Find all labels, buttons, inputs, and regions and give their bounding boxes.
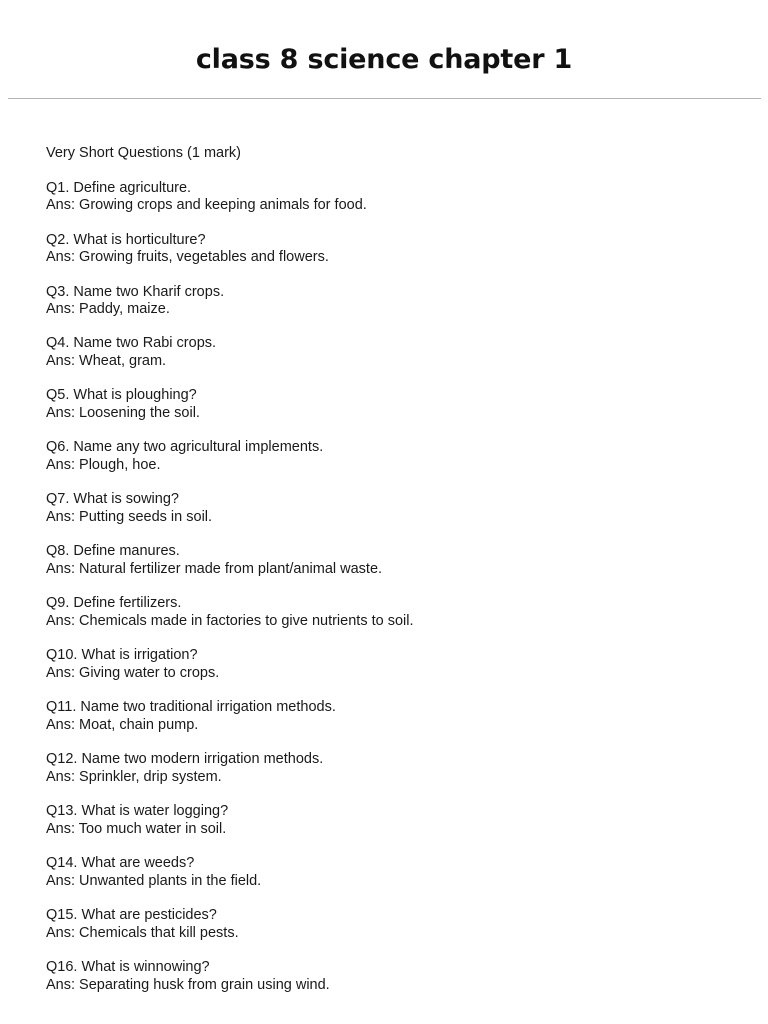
answer-text: Ans: Plough, hoe. (46, 456, 161, 473)
qa-item (46, 543, 746, 578)
question-text: Q1. Define agriculture. (46, 179, 192, 196)
qa-item (46, 647, 746, 682)
answer-text: Ans: Chemicals made in factories to give nutrients to soil. (46, 612, 414, 629)
answer-text: Ans: Unwanted plants in the field. (46, 872, 262, 889)
question-text: Q6. Name any two agricultural implements. (46, 439, 324, 456)
question-text: Q8. Define manures. (46, 543, 180, 560)
qa-item (46, 387, 746, 422)
answer-text: Ans: Too much water in soil. (46, 820, 227, 837)
question-text: Q14. What are weeds? (46, 855, 195, 872)
qa-item (46, 335, 746, 370)
qa-item (46, 907, 746, 942)
question-text: Q3. Name two Kharif crops. (46, 283, 225, 300)
qa-item (46, 855, 746, 890)
qa-item (46, 232, 746, 267)
answer-text: Ans: Wheat, gram. (46, 352, 167, 369)
question-text: Q5. What is ploughing? (46, 387, 197, 404)
qa-item (46, 751, 746, 786)
qa-item (46, 284, 746, 319)
qa-item (46, 595, 746, 630)
answer-text: Ans: Loosening the soil. (46, 404, 200, 421)
question-text: Q15. What are pesticides? (46, 907, 217, 924)
answer-text: Ans: Paddy, maize. (46, 300, 170, 317)
answer-text: Ans: Giving water to crops. (46, 664, 220, 681)
answer-text: Ans: Separating husk from grain using wind. (46, 976, 330, 993)
question-text: Q7. What is sowing? (46, 491, 179, 508)
answer-text: Ans: Putting seeds in soil. (46, 508, 213, 525)
question-text: Q4. Name two Rabi crops. (46, 335, 217, 352)
qa-item (46, 439, 746, 474)
question-text: Q9. Define fertilizers. (46, 595, 182, 612)
answer-text: Ans: Chemicals that kill pests. (46, 924, 239, 941)
page-title: class 8 science chapter 1 (195, 44, 573, 75)
answer-text: Ans: Growing crops and keeping animals for food. (46, 196, 367, 213)
qa-item (46, 491, 746, 526)
question-text: Q13. What is water logging? (46, 803, 229, 820)
document-body (46, 145, 746, 1011)
question-text: Q12. Name two modern irrigation methods. (46, 751, 324, 768)
question-text: Q11. Name two traditional irrigation methods. (46, 699, 336, 716)
answer-text: Ans: Natural fertilizer made from plant/animal waste. (46, 560, 383, 577)
title-divider (8, 98, 761, 99)
answer-text: Ans: Growing fruits, vegetables and flowers. (46, 248, 329, 265)
question-text: Q16. What is winnowing? (46, 959, 210, 976)
answer-text: Ans: Sprinkler, drip system. (46, 768, 222, 785)
section-heading: Very Short Questions (1 mark) (46, 145, 242, 161)
qa-item (46, 959, 746, 994)
qa-item (46, 180, 746, 215)
question-text: Q2. What is horticulture? (46, 231, 206, 248)
qa-item (46, 803, 746, 838)
question-text: Q10. What is irrigation? (46, 647, 198, 664)
answer-text: Ans: Moat, chain pump. (46, 716, 199, 733)
qa-item (46, 699, 746, 734)
